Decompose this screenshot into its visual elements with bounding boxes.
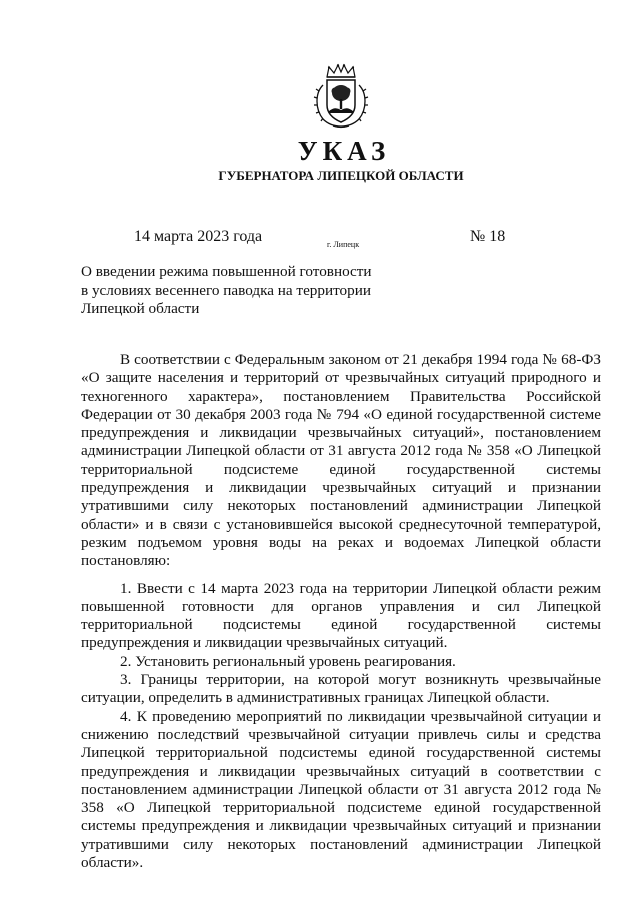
document-date: 14 марта 2023 года	[134, 228, 263, 245]
document-issuer: ГУБЕРНАТОРА ЛИПЕЦКОЙ ОБЛАСТИ	[218, 168, 464, 183]
clause-4-paragraph: 4. К проведению мероприятий по ликвидации чрезвычайной ситуации и снижению последствий чрезвычайной ситуации привлечь силы и средства Липецкой территориальной подсистемы единой государственной системы предупреждения и ликвидации чрезвычайных ситуаций в соответствии с постановлением администрации Липецкой области от 31 августа 2012 года № 358 «О Липецкой территориальной подсистеме единой государственной системы предупреждения и ликвидации чрезвычайных ситуаций и признании утратившими силу некоторых постановлений администрации Липецкой области».	[81, 707, 601, 872]
document-title: УКАЗ	[297, 136, 391, 166]
document-body	[81, 351, 601, 872]
document-number: № 18	[470, 228, 506, 245]
coat-of-arms-icon	[313, 63, 369, 129]
clause-1-paragraph: 1. Ввести с 14 марта 2023 года на территории Липецкой области режим повышенной готовности для органов управления и сил Липецкой территориальной подсистемы единой государственной системы предупреждения и ликвидации чрезвычайных ситуаций.	[81, 579, 601, 652]
subject-line: Липецкой области	[81, 300, 200, 318]
document-subject	[81, 263, 391, 319]
clause-2-paragraph: 2. Установить региональный уровень реагирования.	[120, 652, 456, 670]
subject-line: в условиях весеннего паводка на территории	[81, 281, 372, 299]
document-city: г. Липецк	[327, 240, 360, 249]
subject-line: О введении режима повышенной готовности	[81, 263, 372, 280]
clause-3-paragraph: 3. Границы территории, на которой могут возникнуть чрезвычайные ситуации, определить в административных границах Липецкой области.	[81, 671, 601, 707]
preamble-paragraph: В соответствии с Федеральным законом от 21 декабря 1994 года № 68-ФЗ «О защите населения и территорий от чрезвычайных ситуаций природного и техногенного характера», постановлением Правительства Российской Федерации от 30 декабря 2003 года № 794 «О единой государственной системе предупреждения и ликвидации чрезвычайных ситуаций», постановлением администрации Липецкой области от 31 августа 2012 года № 358 «О Липецкой территориальной подсистеме единой государственной системы предупреждения и ликвидации чрезвычайных ситуаций и признании утратившими силу некоторых постановлений администрации Липецкой области» и в связи с установившейся высокой среднесуточной температурой, резким подъемом уровня воды на реках и водоемах Липецкой области постановляю:	[81, 351, 601, 570]
